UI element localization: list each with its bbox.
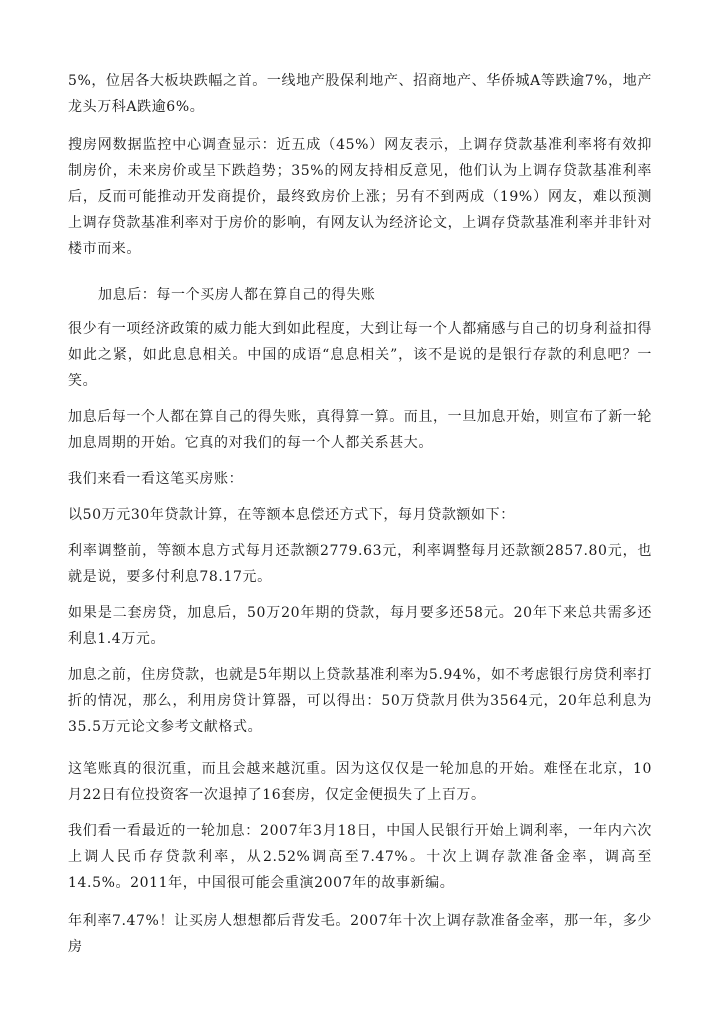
paragraph-annual-rate: 年利率7.47%！让买房人想想都后背发毛。2007年十次上调存款准备金率，那一年，多少房	[68, 913, 652, 955]
paragraph-policy-impact: 很少有一项经济政策的威力能大到如此程度，大到让每一个人都痛感与自己的切身利益扣得如此之紧，如此息息相关。中国的成语“息息相关”，该不是说的是银行存款的利息吧？一笑。	[68, 321, 652, 389]
section-heading: 加息后：每一个买房人都在算自己的得失账	[98, 287, 376, 303]
paragraph-before-adjustment: 利率调整前，等额本息方式每月还款额2779.63元，利率调整每月还款额2857.80元，也就是说，要多付利息78.17元。	[68, 543, 652, 585]
paragraph-recent-hikes: 我们看一看最近的一轮加息：2007年3月18日，中国人民银行开始上调利率，一年内六次上调人民币存贷款利率，从2.52%调高至7.47%。十次上调存款准备金率，调高至14.5%。2011年，中国很可能会重演2007年的故事新编。	[68, 823, 652, 891]
paragraph-before-hike: 加息之前，住房贷款，也就是5年期以上贷款基准利率为5.94%，如不考虑银行房贷利率打折的情况，那么，利用房贷计算器，可以得出：50万贷款月供为3564元，20年总利息为35.5万元论文参考文献格式。	[68, 667, 652, 735]
paragraph-housing-account: 我们来看一看这笔买房账：	[68, 471, 244, 487]
paragraph-loan-calc: 以50万元30年贷款计算，在等额本息偿还方式下，每月贷款额如下：	[68, 507, 515, 523]
paragraph-gains-losses: 加息后每一个人都在算自己的得失账，真得算一算。而且，一旦加息开始，则宣布了新一轮加息周期的开始。它真的对我们的每一个人都关系甚大。	[68, 409, 652, 451]
paragraph-heavy-account: 这笔账真的很沉重，而且会越来越沉重。因为这仅仅是一轮加息的开始。难怪在北京，10月22日有位投资客一次退掉了16套房，仅定金便损失了上百万。	[68, 761, 652, 803]
paragraph-second-home: 如果是二套房贷，加息后，50万20年期的贷款，每月要多还58元。20年下来总共需多还利息1.4万元。	[68, 605, 652, 647]
paragraph-market-drop: 5%，位居各大板块跌幅之首。一线地产股保利地产、招商地产、华侨城A等跌逾7%，地产龙头万科A跌逾6%。	[68, 73, 652, 115]
paragraph-survey: 搜房网数据监控中心调查显示：近五成（45%）网友表示，上调存贷款基准利率将有效抑制房价，未来房价或呈下跌趋势；35%的网友持相反意见，他们认为上调存贷款基准利率后，反而可能推动开发商提价，最终致房价上涨；另有不到两成（19%）网友，难以预测上调存贷款基准利率对于房价的影响，有网友认为经济论文，上调存贷款基准利率并非针对楼市而来。	[68, 137, 652, 257]
